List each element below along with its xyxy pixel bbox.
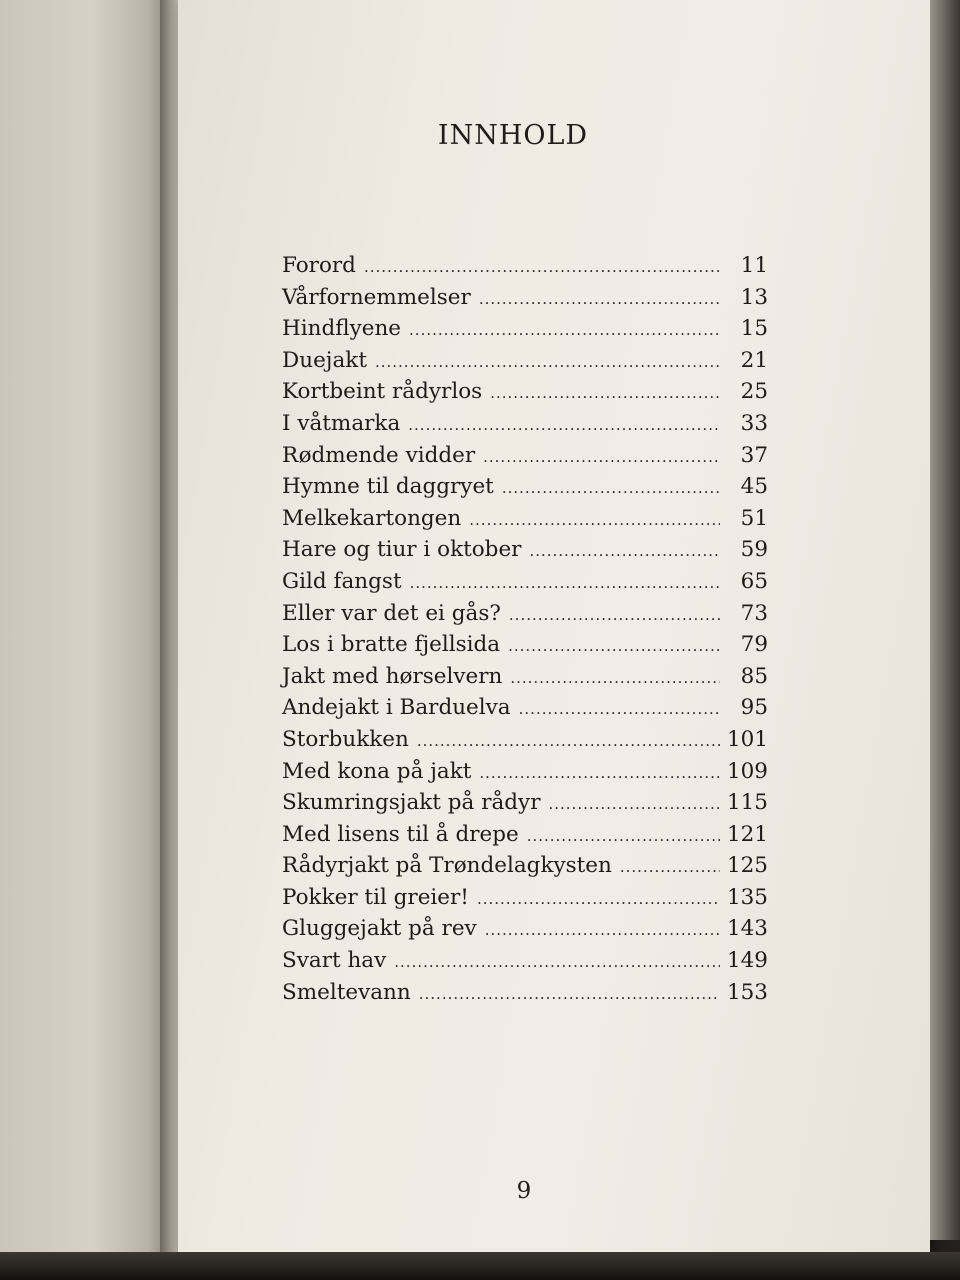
toc-entry-title: Gild fangst <box>282 568 402 594</box>
dot-leader <box>479 758 720 790</box>
toc-entry-title: Los i bratte fjellsida <box>282 632 501 658</box>
toc-entry-page: 45 <box>740 474 768 500</box>
toc-entry-page: 33 <box>740 410 768 436</box>
toc-entry-page: 95 <box>740 695 768 721</box>
toc-entry-page: 13 <box>740 284 768 310</box>
toc-entry-page: 59 <box>740 537 768 563</box>
toc-entry-title: Duejakt <box>282 347 367 373</box>
toc-entry-page: 51 <box>740 505 768 531</box>
toc-entry-page: 85 <box>740 663 768 689</box>
dot-leader <box>417 726 720 758</box>
toc-entry <box>282 692 768 724</box>
dot-leader <box>509 600 720 632</box>
toc-entry <box>282 756 768 788</box>
toc-entry <box>282 566 768 598</box>
toc-entry <box>282 503 768 535</box>
toc-entry-page: 149 <box>726 948 768 974</box>
toc-entry <box>282 598 768 630</box>
dot-leader <box>375 347 720 379</box>
toc-entry-page: 125 <box>726 853 768 879</box>
toc-entry-page: 65 <box>740 568 768 594</box>
toc-entry-title: Med lisens til å drepe <box>282 821 519 847</box>
toc-entry-page: 15 <box>740 316 768 342</box>
toc-entry-title: Hindflyene <box>282 316 402 342</box>
toc-entry <box>282 787 768 819</box>
toc-entry <box>282 882 768 914</box>
toc-entry <box>282 345 768 377</box>
dot-leader <box>419 979 720 1011</box>
toc-entry-title: Vårfornemmelser <box>282 284 471 310</box>
toc-entry <box>282 945 768 977</box>
left-page <box>0 0 168 1280</box>
dot-leader <box>483 442 720 474</box>
toc-entry-title: Hymne til daggryet <box>282 474 494 500</box>
dot-leader <box>409 315 720 347</box>
toc-entry <box>282 440 768 472</box>
toc-entry-page: 143 <box>726 916 768 942</box>
dot-leader <box>410 568 720 600</box>
toc-entry-title: Smeltevann <box>282 979 411 1005</box>
toc-entry <box>282 408 768 440</box>
toc-entry-title: Rødmende vidder <box>282 442 476 468</box>
toc-entry <box>282 376 768 408</box>
dot-leader <box>479 284 720 316</box>
dot-leader <box>508 631 720 663</box>
toc-entry-title: Kortbeint rådyrlos <box>282 379 483 405</box>
toc-entry <box>282 977 768 1009</box>
toc-entry-title: Eller var det ei gås? <box>282 600 501 626</box>
toc-entry <box>282 471 768 503</box>
dot-leader <box>510 663 720 695</box>
toc-entry-title: Melkekartongen <box>282 505 462 531</box>
toc-entry-page: 79 <box>740 632 768 658</box>
dot-leader <box>527 821 720 853</box>
toc-entry-title: Svart hav <box>282 948 387 974</box>
toc-entry <box>282 913 768 945</box>
toc-entry <box>282 819 768 851</box>
toc-entry <box>282 282 768 314</box>
toc-entry-title: Forord <box>282 253 356 278</box>
toc-entry-page: 101 <box>726 726 768 752</box>
dot-leader <box>548 789 720 821</box>
page-number: 9 <box>516 1178 532 1204</box>
dot-leader <box>502 473 720 505</box>
toc-entry-title: I våtmarka <box>282 410 401 436</box>
dot-leader <box>477 884 720 916</box>
toc-entry-page: 115 <box>726 790 768 816</box>
toc-entry-page: 25 <box>740 379 768 405</box>
dot-leader <box>519 694 720 726</box>
dot-leader <box>408 410 720 442</box>
background-surface <box>0 1252 960 1280</box>
toc-entry-page: 153 <box>726 979 768 1005</box>
toc-entry-page: 73 <box>740 600 768 626</box>
page-title: INNHOLD <box>437 120 589 151</box>
toc-entry-page: 11 <box>740 253 768 278</box>
dot-leader <box>485 915 720 947</box>
toc-entry <box>282 250 768 282</box>
dot-leader <box>469 505 720 537</box>
page-edge <box>930 0 960 1240</box>
toc-entry <box>282 850 768 882</box>
toc-entry-title: Jakt med hørselvern <box>282 663 503 689</box>
toc-entry-page: 135 <box>726 884 768 910</box>
toc-entry-title: Med kona på jakt <box>282 758 472 784</box>
toc-entry <box>282 661 768 693</box>
toc-entry <box>282 534 768 566</box>
toc-entry-title: Gluggejakt på rev <box>282 916 477 942</box>
toc-entry-page: 21 <box>740 347 768 373</box>
dot-leader <box>364 252 720 284</box>
dot-leader <box>394 947 720 979</box>
toc-entry-title: Hare og tiur i oktober <box>282 537 522 563</box>
toc-entry <box>282 629 768 661</box>
toc-entry-page: 37 <box>740 442 768 468</box>
toc-entry-title: Skumringsjakt på rådyr <box>282 790 541 816</box>
toc-entry-page: 109 <box>726 758 768 784</box>
table-of-contents <box>282 250 768 1008</box>
toc-entry <box>282 724 768 756</box>
toc-entry-page: 121 <box>726 821 768 847</box>
toc-entry <box>282 313 768 345</box>
toc-entry-title: Pokker til greier! <box>282 884 469 910</box>
dot-leader <box>490 378 720 410</box>
toc-entry-title: Storbukken <box>282 726 409 752</box>
dot-leader <box>620 852 720 884</box>
dot-leader <box>529 536 720 568</box>
toc-entry-title: Rådyrjakt på Trøndelagkysten <box>282 853 612 879</box>
toc-entry-title: Andejakt i Barduelva <box>282 695 511 721</box>
